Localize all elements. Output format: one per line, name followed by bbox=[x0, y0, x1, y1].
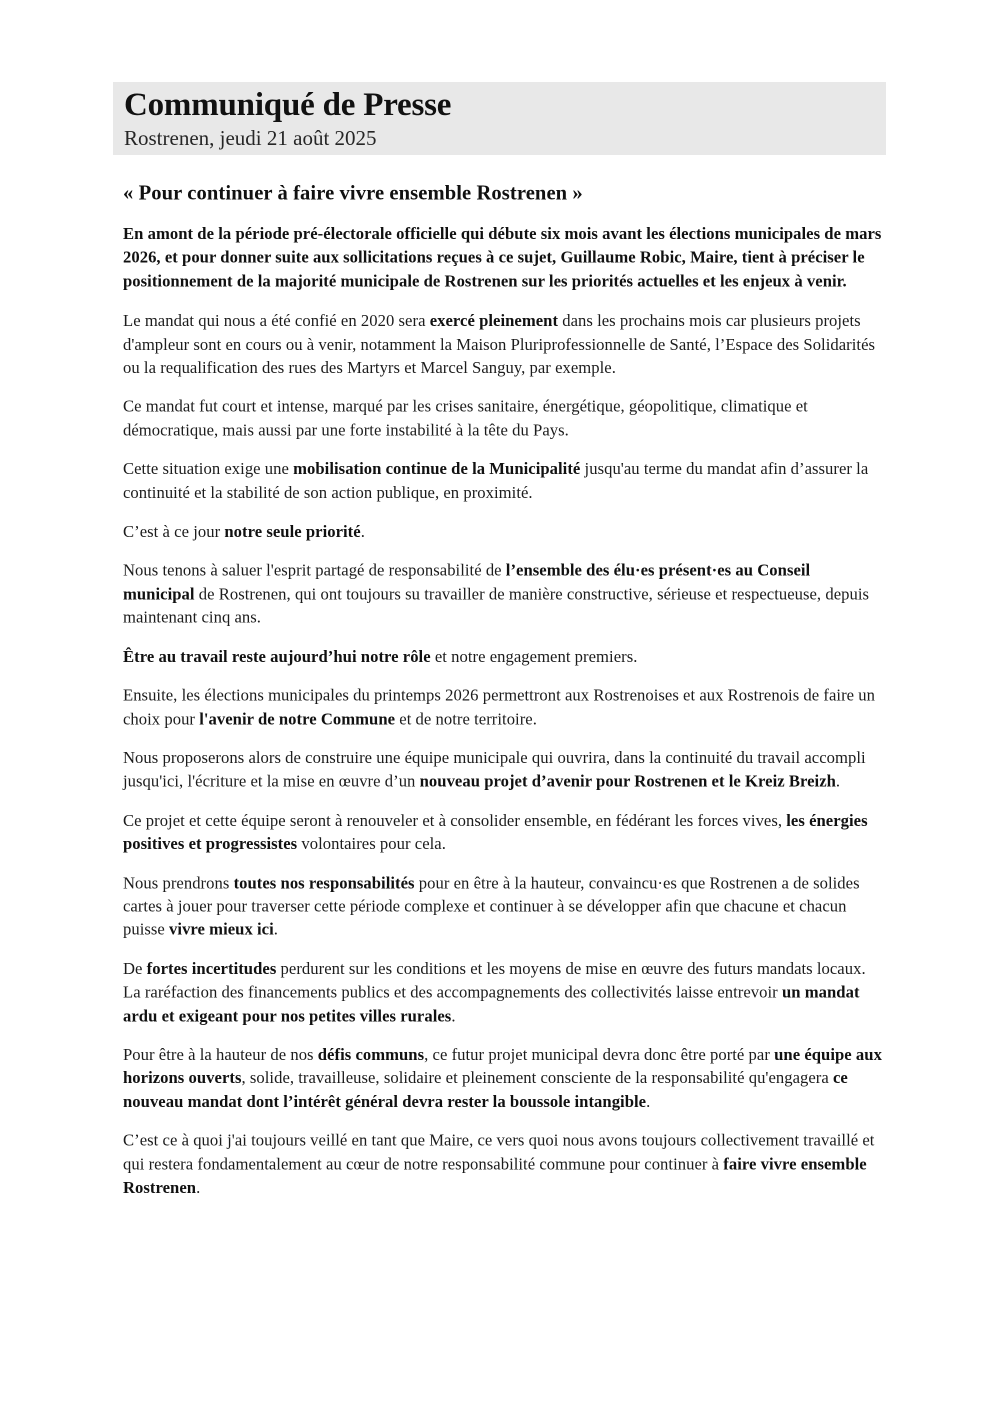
paragraph bbox=[123, 1044, 883, 1115]
text-run: dans les prochains mois car plusieurs projets d'ampleur sont en cours ou à venir, notamment la Maison Pluriprofessionnelle de Santé, l’Espace des Solidarités ou la requalification des rues des Martyrs et Marcel Sanguy, par exemple. bbox=[123, 312, 876, 378]
emphasis-run: fortes incertitudes bbox=[146, 960, 277, 979]
paragraph bbox=[123, 521, 883, 545]
document-body bbox=[123, 180, 883, 1200]
emphasis-run: l’ensemble des élu·es présent·es au Conseil municipal bbox=[123, 562, 811, 604]
dateline: Rostrenen, jeudi 21 août 2025 bbox=[124, 126, 377, 150]
emphasis-run: l'avenir de notre Commune bbox=[199, 710, 396, 729]
paragraph bbox=[123, 559, 883, 630]
emphasis-run: faire vivre ensemble Rostrenen bbox=[123, 1155, 867, 1198]
text-run: Nous prendrons bbox=[123, 874, 234, 893]
paragraph bbox=[123, 958, 883, 1029]
emphasis-run: mobilisation continue de la Municipalité bbox=[293, 460, 581, 479]
text-run: C’est à ce jour bbox=[123, 523, 225, 542]
text-run: perdurent sur les conditions et les moyens de mise en œuvre des futurs mandats locaux. La raréfaction des financements publics et des accompagnements des collectivités laisse entrevoir bbox=[123, 960, 866, 1002]
text-run: volontaires pour cela. bbox=[297, 835, 446, 854]
text-run: . bbox=[360, 523, 365, 542]
headline: « Pour continuer à faire vivre ensemble Rostrenen » bbox=[123, 182, 583, 205]
text-run: De bbox=[123, 960, 147, 979]
emphasis-run: Être au travail reste aujourd’hui notre rôle bbox=[123, 647, 431, 666]
emphasis-run: les énergies positives et progressistes bbox=[123, 811, 868, 854]
text-run: Cette situation exige une bbox=[123, 460, 294, 479]
page-title: Communiqué de Presse bbox=[124, 87, 452, 123]
emphasis-run: un mandat ardu et exigeant pour nos petites villes rurales bbox=[123, 983, 860, 1026]
text-run: Nous tenons à saluer l'esprit partagé de responsabilité de bbox=[123, 562, 506, 581]
paragraph-list bbox=[123, 223, 883, 1200]
paragraph bbox=[123, 872, 883, 943]
paragraph bbox=[123, 645, 883, 669]
text-run: Nous proposerons alors de construire une équipe municipale qui ouvrira, dans la continuité du travail accompli jusqu'ici, l'écriture et la mise en œuvre d’un bbox=[123, 749, 866, 791]
text-run: . bbox=[273, 921, 278, 940]
press-release-header-band bbox=[113, 82, 886, 155]
text-run: Ensuite, les élections municipales du printemps 2026 permettront aux Rostrenoises et aux Rostrenois de faire un choix pour bbox=[123, 686, 875, 729]
emphasis-run: nouveau projet d’avenir pour Rostrenen et le Kreiz Breizh bbox=[419, 772, 836, 791]
paragraph bbox=[123, 1130, 883, 1201]
text-run: pour en être à la hauteur, convaincu·es que Rostrenen a de solides cartes à jouer pour traverser cette période complexe et continuer à se développer afin que chacune et chacun puisse bbox=[123, 874, 860, 940]
paragraph bbox=[123, 809, 883, 856]
text-run: jusqu'au terme du mandat afin d’assurer la continuité et la stabilité de son action publique, en proximité. bbox=[123, 460, 869, 503]
paragraph bbox=[123, 223, 883, 294]
text-run: et notre engagement premiers. bbox=[430, 647, 638, 666]
emphasis-run: exercé pleinement bbox=[429, 312, 559, 331]
paragraph bbox=[123, 310, 883, 381]
emphasis-run: ce nouveau mandat dont l’intérêt général devra rester la boussole intangible bbox=[123, 1069, 848, 1112]
paragraph bbox=[123, 747, 883, 794]
text-run: C’est ce à quoi j'ai toujours veillé en tant que Maire, ce vers quoi nous avons toujours collectivement travaillé et qui restera fondamentalement au cœur de notre responsabilité commune pour continuer à bbox=[123, 1132, 875, 1174]
emphasis-run: toutes nos responsabilités bbox=[233, 874, 415, 893]
emphasis-run: notre seule priorité bbox=[224, 523, 361, 542]
paragraph bbox=[123, 684, 883, 731]
text-run: Ce mandat fut court et intense, marqué par les crises sanitaire, énergétique, géopolitique, climatique et démocratique, mais aussi par une forte instabilité à la tête du Pays. bbox=[123, 398, 808, 440]
text-run: Le mandat qui nous a été confié en 2020 sera bbox=[123, 312, 430, 331]
emphasis-run: défis communs bbox=[317, 1046, 425, 1065]
text-run: , solide, travailleuse, solidaire et pleinement consciente de la responsabilité qu'engagera bbox=[241, 1069, 834, 1088]
text-run: , ce futur projet municipal devra donc être porté par bbox=[424, 1046, 775, 1065]
text-run: . bbox=[451, 1007, 456, 1026]
text-run: . bbox=[646, 1093, 651, 1112]
text-run: . bbox=[196, 1179, 201, 1198]
emphasis-run: une équipe aux horizons ouverts bbox=[123, 1046, 882, 1088]
paragraph bbox=[123, 396, 883, 443]
paragraph bbox=[123, 458, 883, 505]
emphasis-run: En amont de la période pré-électorale officielle qui débute six mois avant les élections municipales de mars 2026, et pour donner suite aux sollicitations reçues à ce sujet, Guillaume Robic, Maire, tient à préciser le positionnement de la majorité municipale de Rostrenen sur les priorités actuelles et les enjeux à venir. bbox=[123, 225, 882, 291]
emphasis-run: vivre mieux ici bbox=[169, 921, 274, 940]
text-run: Pour être à la hauteur de nos bbox=[123, 1046, 318, 1065]
text-run: et de notre territoire. bbox=[395, 710, 537, 729]
text-run: de Rostrenen, qui ont toujours su travailler de manière constructive, sérieuse et respectueuse, depuis maintenant cinq ans. bbox=[123, 585, 870, 628]
text-run: . bbox=[835, 772, 841, 791]
text-run: Ce projet et cette équipe seront à renouveler et à consolider ensemble, en fédérant les forces vives, bbox=[123, 811, 787, 830]
